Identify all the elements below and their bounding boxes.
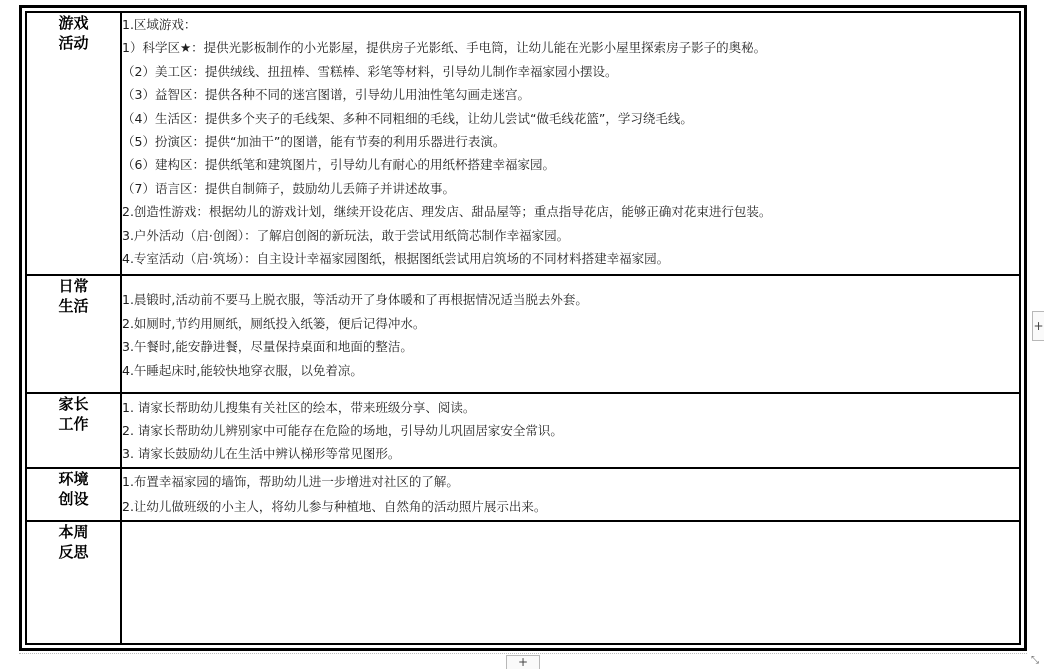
text-line: （3）益智区：提供各种不同的迷宫图谱，引导幼儿用油性笔勾画走迷宫。 (122, 87, 530, 103)
page-bottom-rule (19, 653, 1027, 654)
table-row-environment (26, 468, 1020, 521)
row-content-environment[interactable] (121, 468, 1020, 521)
text-line: 3. 请家长鼓励幼儿在生活中辨认梯形等常见图形。 (122, 446, 401, 461)
row-content-parent-work[interactable] (121, 393, 1020, 468)
table-row-daily-life (26, 275, 1020, 393)
text-line: 3.户外活动（启·创阁）：了解启创阁的新玩法，敢于尝试用纸筒芯制作幸福家园。 (122, 227, 570, 243)
text-line: 2.如厕时,节约用厕纸，厕纸投入纸篓，便后记得冲水。 (122, 315, 426, 331)
row-content-weekly-reflection[interactable] (121, 521, 1020, 644)
text-line: 1）科学区★：提供光影板制作的小光影屋，提供房子光影纸、手电筒，让幼儿能在光影小屋里探索房子影子的奥秘。 (122, 40, 767, 56)
row-content-games[interactable] (121, 12, 1020, 275)
text-line: 4.专室活动（启·筑场）：自主设计幸福家园图纸，根据图纸尝试用启筑场的不同材料搭建幸福家园。 (122, 250, 670, 266)
text-line: 2. 请家长帮助幼儿辨别家中可能存在危险的场地，引导幼儿巩固居家安全常识。 (122, 423, 563, 438)
text-line: 1. 请家长帮助幼儿搜集有关社区的绘本，带来班级分享、阅读。 (122, 400, 476, 415)
text-line: 1.区域游戏： (122, 17, 197, 32)
add-column-button[interactable]: + (1032, 311, 1044, 341)
text-line: 1.晨锻时,活动前不要马上脱衣服，等活动开了身体暖和了再根据情况适当脱去外套。 (122, 292, 588, 307)
row-label-daily-life: 日常 生活 (26, 275, 121, 393)
text-line: 1.布置幸福家园的墙饰，帮助幼儿进一步增进对社区的了解。 (122, 474, 459, 489)
row-label-games: 游戏 活动 (26, 12, 121, 275)
text-line: （5）扮演区：提供“加油干”的图谱，能有节奏的利用乐器进行表演。 (122, 133, 506, 149)
row-label-environment: 环境 创设 (26, 468, 121, 521)
resize-handle-icon[interactable]: ⤡ (1031, 655, 1039, 666)
table-row-parent-work (26, 393, 1020, 468)
row-content-daily-life[interactable] (121, 275, 1020, 393)
document-page (19, 5, 1027, 651)
text-line: （6）建构区：提供纸笔和建筑图片，引导幼儿有耐心的用纸杯搭建幸福家园。 (122, 157, 555, 173)
text-line: （2）美工区：提供绒线、扭扭棒、雪糕棒、彩笔等材料，引导幼儿制作幸福家园小摆设。 (122, 63, 618, 79)
text-line: 2.创造性游戏：根据幼儿的游戏计划，继续开设花店、理发店、甜品屋等；重点指导花店，能够正确对花束进行包装。 (122, 204, 772, 220)
weekly-plan-table (25, 11, 1021, 645)
text-line: 4.午睡起床时,能较快地穿衣服，以免着凉。 (122, 362, 363, 378)
table-row-weekly-reflection (26, 521, 1020, 644)
text-line: （7）语言区：提供自制筛子，鼓励幼儿丢筛子并讲述故事。 (122, 180, 455, 196)
text-line: 2.让幼儿做班级的小主人，将幼儿参与种植地、自然角的活动照片展示出来。 (122, 499, 547, 514)
add-row-button[interactable]: + (506, 655, 540, 669)
row-label-parent-work: 家长 工作 (26, 393, 121, 468)
text-line: （4）生活区：提供多个夹子的毛线架、多种不同粗细的毛线，让幼儿尝试“做毛线花篮”，学习绕毛线。 (122, 110, 693, 126)
text-line: 3.午餐时,能安静进餐，尽量保持桌面和地面的整洁。 (122, 339, 413, 354)
row-label-weekly-reflection: 本周 反思 (26, 521, 121, 644)
table-row-games (26, 12, 1020, 275)
